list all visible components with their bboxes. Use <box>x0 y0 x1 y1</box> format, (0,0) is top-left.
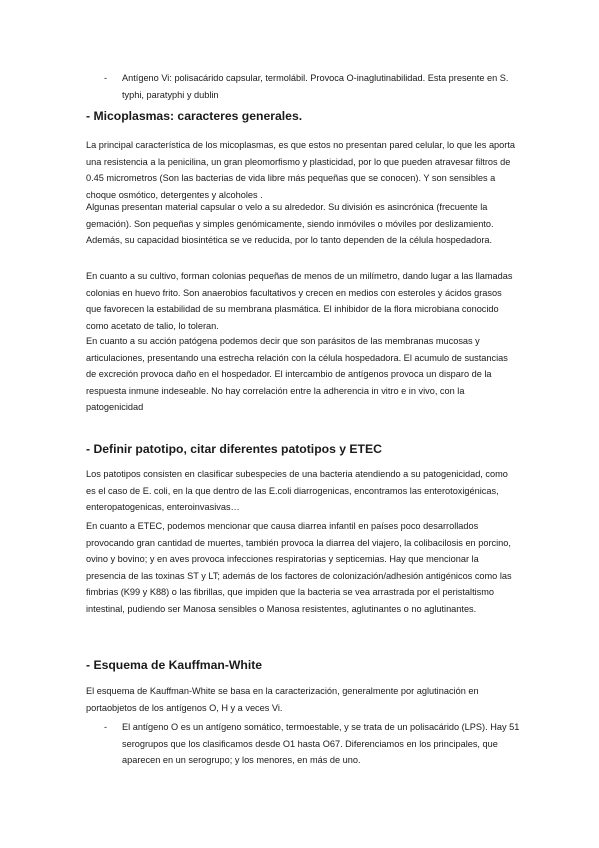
paragraph-micoplasmas-patogena: En cuanto a su acción patógena podemos decir que son parásitos de las membranas mucosas y articulaciones, presentando una estrecha relación con la célula hospedadora. El acumulo de sustancias de excreción provoca daño en el hospedador. El intercambio de antígenos provoca un disparo de la respuesta inmune indeseable. No hay correlación entre la adherencia in vitro e in vivo, con la patogenicidad <box>86 336 508 412</box>
heading-patotipo: - Definir patotipo, citar diferentes patotipos y ETEC <box>86 442 382 456</box>
bullet-dash: - <box>104 722 108 732</box>
paragraph-etec: En cuanto a ETEC, podemos mencionar que causa diarrea infantil en países poco desarrollados provocando gran cantidad de muertes, también provoca la diarrea del viajero, la colibacilosis en porcino, ovino y bovino; y en aves provoca infecciones respiratorias y septicemias. Hay que mencionar la presencia de las toxinas ST y LT; además de los factores de colonización/adhesión antigénicos como las fimbrias (K99 y K88) o las fibrillas, que impiden que la bacteria se vea arrastrada por el peristaltismo intestinal, pudiendo ser Manosa sensibles o Manosa resistentes, aglutinantes o no aglutinantes. <box>86 521 512 614</box>
bullet-antigen-vi <box>104 70 524 103</box>
paragraph-micoplasmas-capsule: Algunas presentan material capsular o velo a su alrededor. Su división es asincrónica (frecuente la gemación). Son pequeñas y simples genómicamente, siendo inmóviles o móviles por deslizamiento. Además, su capacidad biosintética se ve reducida, por lo tanto dependen de la célula hospedadora. <box>86 202 494 245</box>
paragraph-micoplasmas-intro: La principal característica de los micoplasmas, es que estos no presentan pared celular, lo que les aporta una resistencia a la penicilina, un gran pleomorfismo y plasticidad, por lo que pueden atravesar filtros de 0.45 micrometros (Son las bacterias de vida libre más pequeñas que se conocen). Y son sensibles a choque osmótico, detergentes y alcoholes . <box>86 140 515 200</box>
heading-kauffman-white: - Esquema de Kauffman-White <box>86 658 263 672</box>
bullet-text: Antígeno Vi: polisacárido capsular, termolábil. Provoca O-inaglutinabilidad. Esta presente en S. typhi, paratyphi y dublin <box>122 73 509 100</box>
bullet-dash: - <box>104 73 108 83</box>
heading-micoplasmas: - Micoplasmas: caracteres generales. <box>86 109 303 123</box>
bullet-antigen-o <box>104 719 524 769</box>
paragraph-patotipos: Los patotipos consisten en clasificar subespecies de una bacteria atendiendo a su patogenicidad, como es el caso de E. coli, en la que dentro de las E.coli diarrogenicas, encontramos las enterotoxigénicas, enteropatogenicas, enteroinvasivas… <box>86 469 508 512</box>
paragraph-kauffman-white: El esquema de Kauffman-White se basa en la caracterización, generalmente por aglutinación en portaobjetos de los antígenos O, H y a veces Vi. <box>86 686 479 713</box>
bullet-text: El antígeno O es un antígeno somático, termoestable, y se trata de un polisacárido (LPS). Hay 51 serogrupos que los clasificamos desde O1 hasta O67. Diferenciamos en los principales, que aparecen en un serogrupo; y los menores, en más de uno. <box>122 722 520 765</box>
paragraph-micoplasmas-cultivo: En cuanto a su cultivo, forman colonias pequeñas de menos de un milímetro, dando lugar a las llamadas colonias en huevo frito. Son anaerobios facultativos y crecen en medios con esteroles y ácidos grasos que favorecen la estabilidad de su membrana plasmática. El inhibidor de la flora microbiana conocido como acetato de talio, lo toleran. <box>86 271 513 331</box>
